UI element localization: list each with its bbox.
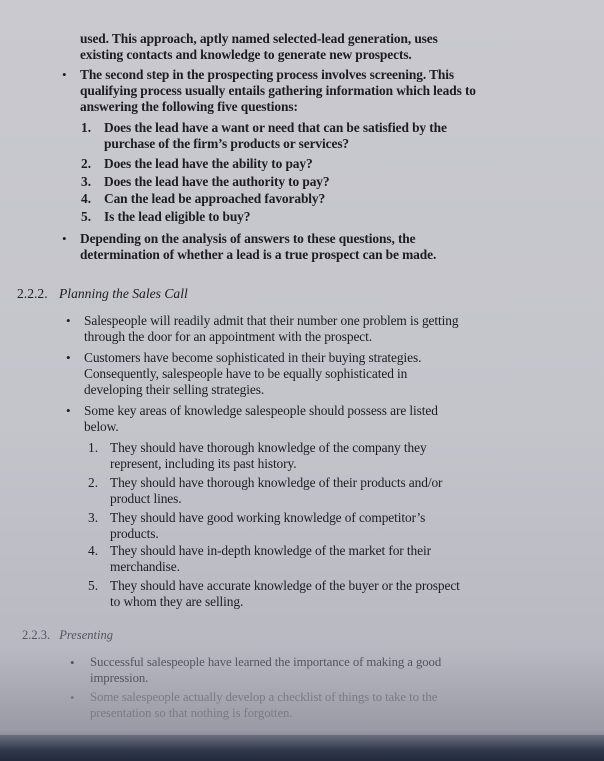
screening-line-2: qualifying process usually entails gathering information which leads to [80,83,476,98]
planning-bullet-1-line-2: through the door for an appointment with the prospect. [84,329,373,344]
question-1-line-2: purchase of the firm’s products or services? [104,136,350,151]
section-heading-223 [22,628,113,643]
bullet-marker: • [70,690,75,705]
intro-line-1: used. This approach, aptly named selected-lead generation, uses [80,31,438,46]
presenting-bullet-2-line-1: Some salespeople actually develop a checklist of things to take to the [90,690,438,704]
screening-line-1: The second step in the prospecting process involves screening. This [80,67,454,82]
presenting-bullet-1-line-1: Successful salespeople have learned the importance of making a good [90,655,442,669]
knowledge-item-4-line-1: They should have in-depth knowledge of the market for their [110,543,431,558]
planning-bullet-2-line-3: developing their selling strategies. [84,382,265,397]
planning-bullet-3-line-2: below. [84,419,119,434]
item-number: 4. [88,543,99,558]
planning-bullet-2-line-2: Consequently, salespeople have to be equally sophisticated in [84,366,408,381]
question-number: 2. [81,156,92,171]
question-1-line-1: Does the lead have a want or need that can be satisfied by the [104,120,447,135]
conclusion-line-1: Depending on the analysis of answers to these questions, the [80,231,416,246]
knowledge-item-5-line-1: They should have accurate knowledge of the buyer or the prospect [110,578,460,593]
presenting-bullet-2-line-2: presentation so that nothing is forgotten. [90,706,293,720]
bullet-marker: • [62,231,67,246]
bullet-marker: • [62,67,67,82]
question-4: Can the lead be approached favorably? [104,191,326,206]
planning-bullet-2-line-1: Customers have become sophisticated in their buying strategies. [84,350,422,365]
knowledge-item-5-line-2: to whom they are selling. [110,594,244,609]
question-5: Is the lead eligible to buy? [104,209,251,224]
question-2: Does the lead have the ability to pay? [104,156,313,171]
knowledge-item-2-line-1: They should have thorough knowledge of their products and/or [110,475,443,490]
section-title: Presenting [59,628,113,642]
knowledge-item-2-line-2: product lines. [110,491,182,506]
item-number: 3. [88,510,99,525]
bullet-marker: • [66,313,71,328]
bullet-marker: • [66,403,71,418]
bullet-marker: • [66,350,71,365]
presenting-bullet-1-line-2: impression. [90,671,149,685]
section-number: 2.2.2. [17,286,48,301]
bullet-marker: • [70,655,75,670]
question-number: 4. [81,191,92,206]
bottom-shadow-edge [0,735,604,761]
question-number: 3. [81,174,92,189]
planning-bullet-1-line-1: Salespeople will readily admit that their number one problem is getting [84,313,459,328]
knowledge-item-1-line-2: represent, including its past history. [110,456,297,471]
knowledge-item-1-line-1: They should have thorough knowledge of the company they [110,440,427,455]
conclusion-line-2: determination of whether a lead is a true prospect can be made. [80,247,437,262]
screening-line-3: answering the following five questions: [80,99,298,114]
knowledge-item-3-line-2: products. [110,526,159,541]
item-number: 2. [88,475,99,490]
knowledge-item-3-line-1: They should have good working knowledge of competitor’s [110,510,426,525]
question-3: Does the lead have the authority to pay? [104,174,330,189]
section-heading-222 [17,286,188,302]
item-number: 5. [88,578,99,593]
intro-line-2: existing contacts and knowledge to generate new prospects. [80,47,412,62]
planning-bullet-3-line-1: Some key areas of knowledge salespeople should possess are listed [84,403,438,418]
question-number: 1. [81,120,92,135]
item-number: 1. [88,440,99,455]
section-number: 2.2.3. [22,628,51,642]
section-title: Planning the Sales Call [59,286,188,301]
knowledge-item-4-line-2: merchandise. [110,559,180,574]
question-number: 5. [81,209,92,224]
